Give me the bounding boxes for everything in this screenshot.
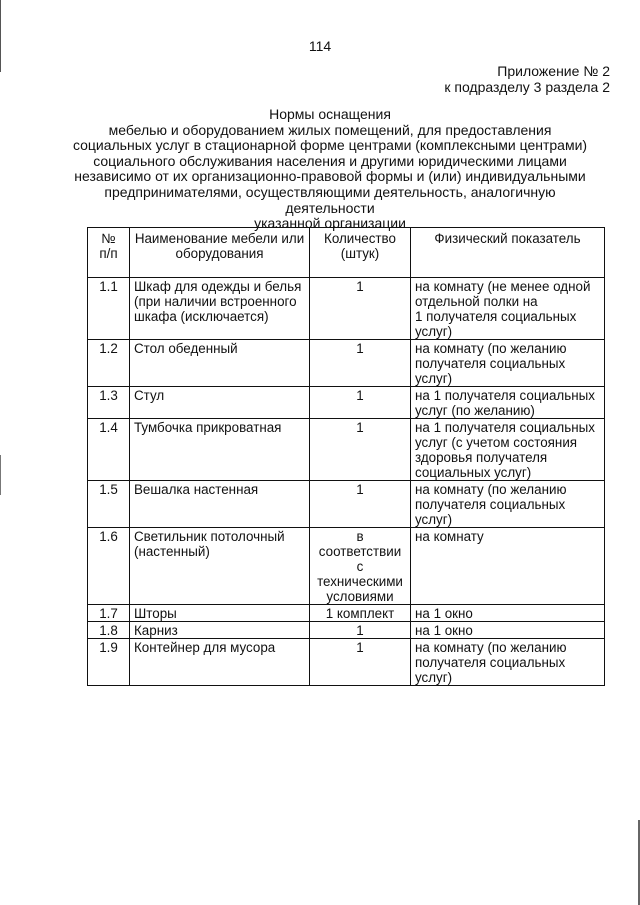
cell-name-line: (настенный) — [134, 544, 210, 559]
cell-quantity-line: условиями — [326, 589, 394, 604]
table-row — [88, 387, 605, 419]
cell-physical-indicator — [411, 340, 605, 387]
header-quantity — [310, 228, 411, 278]
cell-num: 1.3 — [88, 387, 130, 419]
header-physical-indicator — [411, 228, 605, 278]
cell-physical-indicator — [411, 528, 605, 605]
cell-num: 1.7 — [88, 605, 130, 622]
cell-physical-indicator-line: услуг (с учетом состояния — [415, 435, 578, 450]
cell-name-line: шкафа (исключается) — [134, 309, 269, 324]
appendix-reference — [444, 63, 610, 95]
cell-quantity-line: 1 комплект — [325, 606, 395, 621]
cell-physical-indicator-line: получателя социальных услуг) — [415, 655, 566, 685]
cell-quantity-line: 1 — [356, 482, 364, 497]
title-line-7: указанной организации — [254, 215, 406, 232]
cell-physical-indicator-line: получателя социальных услуг) — [415, 497, 566, 527]
header-quantity-line: (штук) — [340, 246, 380, 261]
header-num — [88, 228, 130, 278]
table-row — [88, 528, 605, 605]
cell-name — [130, 340, 310, 387]
cell-physical-indicator-line: на комнату (по желанию — [415, 482, 567, 497]
title-line-1: Нормы оснащения — [269, 106, 391, 122]
cell-physical-indicator — [411, 481, 605, 528]
cell-quantity — [310, 481, 411, 528]
page-number: 114 — [308, 38, 332, 54]
cell-name — [130, 278, 310, 340]
cell-quantity — [310, 639, 411, 686]
equipment-norms-table — [87, 227, 605, 686]
cell-name-line: Карниз — [134, 623, 178, 638]
cell-quantity-line: с техническими — [317, 559, 403, 589]
cell-name-line: Тумбочка прикроватная — [134, 420, 282, 435]
cell-quantity-line: 1 — [356, 640, 364, 655]
header-quantity-line: Количество — [324, 231, 396, 246]
cell-quantity — [310, 605, 411, 622]
cell-name-line: Контейнер для мусора — [134, 640, 276, 655]
cell-physical-indicator-line: 1 получателя социальных — [415, 309, 577, 324]
cell-name-line: Шторы — [134, 606, 177, 621]
cell-physical-indicator-line: социальных услуг) — [415, 465, 532, 480]
cell-physical-indicator-line: услуг) — [415, 324, 453, 339]
cell-quantity-line: 1 — [356, 420, 364, 435]
header-physical-line: Физический показатель — [434, 231, 581, 246]
cell-physical-indicator-line: на 1 окно — [415, 623, 473, 638]
cell-name-line: Стул — [134, 388, 165, 403]
cell-physical-indicator-line: на комнату — [415, 529, 484, 544]
cell-name-line: Шкаф для одежды и белья — [134, 279, 302, 294]
title-line-4: социального обслуживания населения и другими юридическими лицами — [93, 152, 567, 169]
table-row — [88, 605, 605, 622]
header-name-line: оборудования — [175, 246, 264, 261]
cell-quantity-line: в соответствии — [318, 529, 402, 559]
table-row — [88, 419, 605, 481]
cell-physical-indicator-line: здоровья получателя — [415, 450, 548, 465]
cell-name-line: Стол обеденный — [134, 341, 238, 356]
cell-num: 1.9 — [88, 639, 130, 686]
cell-name — [130, 605, 310, 622]
table-header-row — [88, 228, 605, 278]
cell-physical-indicator-line: получателя социальных услуг) — [415, 356, 566, 386]
cell-num: 1.8 — [88, 622, 130, 639]
table-row — [88, 278, 605, 340]
header-num-line: № — [101, 231, 116, 246]
scan-edge-mark — [0, 0, 1, 72]
table-row — [88, 340, 605, 387]
cell-physical-indicator-line: на 1 окно — [415, 606, 473, 621]
appendix-line-2: к подразделу 3 раздела 2 — [444, 79, 610, 95]
cell-quantity — [310, 387, 411, 419]
title-line-2: мебелью и оборудованием жилых помещений, для предоставления — [108, 121, 552, 138]
cell-physical-indicator — [411, 605, 605, 622]
header-name-line: Наименование мебели или — [134, 231, 305, 246]
cell-physical-indicator — [411, 622, 605, 639]
cell-physical-indicator-line: на комнату (по желанию — [415, 341, 567, 356]
cell-quantity — [310, 528, 411, 605]
cell-physical-indicator-line: услуг (по желанию) — [415, 403, 535, 418]
cell-num: 1.2 — [88, 340, 130, 387]
cell-physical-indicator-line: на 1 получателя социальных — [415, 420, 595, 435]
appendix-line-1: Приложение № 2 — [497, 63, 610, 79]
cell-physical-indicator — [411, 278, 605, 340]
cell-name — [130, 481, 310, 528]
cell-name-line: (при наличии встроенного — [134, 294, 297, 309]
cell-quantity — [310, 419, 411, 481]
cell-physical-indicator — [411, 387, 605, 419]
cell-name — [130, 622, 310, 639]
table-row — [88, 639, 605, 686]
cell-physical-indicator — [411, 419, 605, 481]
cell-num: 1.1 — [88, 278, 130, 340]
cell-num: 1.5 — [88, 481, 130, 528]
cell-physical-indicator-line: на 1 получателя социальных — [415, 388, 595, 403]
cell-quantity-line: 1 — [356, 279, 364, 294]
table-row — [88, 481, 605, 528]
cell-quantity-line: 1 — [356, 388, 364, 403]
title-line-5: независимо от их организационно-правовой формы и (или) индивидуальными — [74, 168, 586, 185]
cell-name — [130, 419, 310, 481]
cell-name — [130, 639, 310, 686]
cell-physical-indicator-line: отдельной полки на — [415, 294, 538, 309]
cell-physical-indicator-line: на комнату (по желанию — [415, 640, 567, 655]
table-row — [88, 622, 605, 639]
cell-name-line: Вешалка настенная — [134, 482, 259, 497]
cell-name-line: Светильник потолочный — [134, 529, 285, 544]
header-num-line: п/п — [99, 246, 118, 261]
cell-name — [130, 387, 310, 419]
cell-physical-indicator — [411, 639, 605, 686]
cell-physical-indicator-line: на комнату (не менее одной — [415, 279, 591, 294]
cell-quantity — [310, 340, 411, 387]
header-name — [130, 228, 310, 278]
document-title — [60, 107, 600, 232]
cell-quantity — [310, 622, 411, 639]
cell-quantity-line: 1 — [356, 341, 364, 356]
scan-edge-mark — [0, 455, 1, 495]
cell-name — [130, 528, 310, 605]
cell-quantity-line: 1 — [356, 623, 364, 638]
title-line-6: предпринимателями, осуществляющими деятельность, аналогичную деятельности — [104, 183, 556, 216]
title-line-3: социальных услуг в стационарной форме центрами (комплексными центрами) — [72, 137, 588, 154]
cell-num: 1.4 — [88, 419, 130, 481]
cell-num: 1.6 — [88, 528, 130, 605]
cell-quantity — [310, 278, 411, 340]
